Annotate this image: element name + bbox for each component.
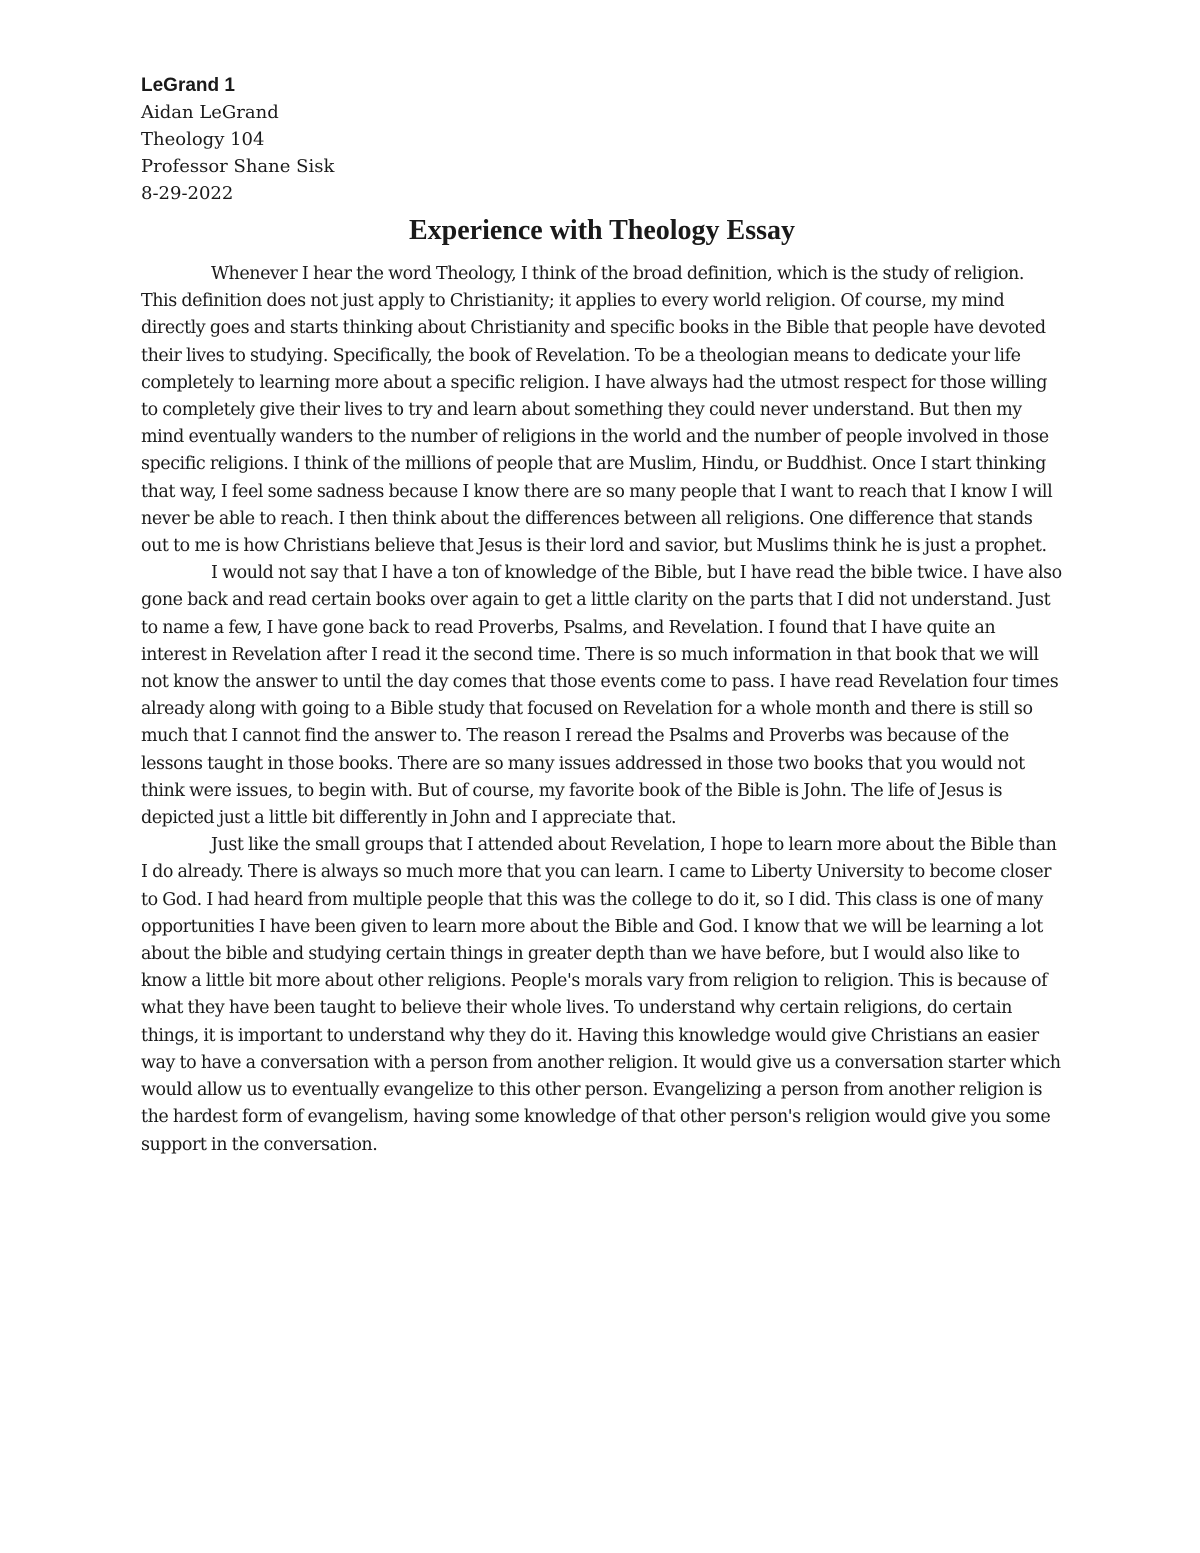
- mla-heading: [141, 99, 1063, 207]
- professor-name: Professor Shane Sisk: [141, 156, 335, 177]
- submission-date: 8-29-2022: [141, 183, 234, 204]
- running-header: LeGrand 1: [141, 75, 235, 96]
- essay-paragraph-2: I would not say that I have a ton of knowledge of the Bible, but I have read the bible twice. I have also gone back and read certain books over again to get a little clarity on the parts that I did not understand. Just to name a few, I have gone back to read Proverbs, Psalms, and Revelation. I found that I have quite an interest in Revelation after I read it the second time. There is so much information in that book that we will not know the answer to until the day comes that those events come to pass. I have read Revelation four times already along with going to a Bible study that focused on Revelation for a whole month and there is still so much that I cannot find the answer to. The reason I reread the Psalms and Proverbs was because of the lessons taught in those books. There are so many issues addressed in those two books that you would not think were issues, to begin with. But of course, my favorite book of the Bible is John. The life of Jesus is depicted just a little bit differently in John and I appreciate that.: [141, 563, 1062, 829]
- essay-body: [141, 261, 1063, 1159]
- course-name: Theology 104: [141, 129, 265, 150]
- author-name: Aidan LeGrand: [141, 102, 279, 123]
- essay-paragraph-3: Just like the small groups that I attended about Revelation, I hope to learn more about the Bible than I do already. There is always so much more that you can learn. I came to Liberty University to become closer to God. I had heard from multiple people that this was the college to do it, so I did. This class is one of many opportunities I have been given to learn more about the Bible and God. I know that we will be learning a lot about the bible and studying certain things in greater depth than we have before, but I would also like to know a little bit more about other religions. People's morals vary from religion to religion. This is because of what they have been taught to believe their whole lives. To understand why certain religions, do certain things, it is important to understand why they do it. Having this knowledge would give Christians an easier way to have a conversation with a person from another religion. It would give us a conversation starter which would allow us to eventually evangelize to this other person. Evangelizing a person from another religion is the hardest form of evangelism, having some knowledge of that other person's religion would give you some support in the conversation.: [141, 835, 1061, 1155]
- page-content: [141, 72, 1063, 1159]
- essay-paragraph-1: Whenever I hear the word Theology, I think of the broad definition, which is the study of religion. This definition does not just apply to Christianity; it applies to every world religion. Of course, my mind directly goes and starts thinking about Christianity and specific books in the Bible that people have devoted their lives to studying. Specifically, the book of Revelation. To be a theologian means to dedicate your life completely to learning more about a specific religion. I have always had the utmost respect for those willing to completely give their lives to try and learn about something they could never understand. But then my mind eventually wanders to the number of religions in the world and the number of people involved in those specific religions. I think of the millions of people that are Muslim, Hindu, or Buddhist. Once I start thinking that way, I feel some sadness because I know there are so many people that I want to reach that I know I will never be able to reach. I then think about the differences between all religions. One difference that stands out to me is how Christians believe that Jesus is their lord and savior, but Muslims think he is just a prophet.: [141, 264, 1053, 557]
- essay-title: Experience with Theology Essay: [408, 215, 796, 246]
